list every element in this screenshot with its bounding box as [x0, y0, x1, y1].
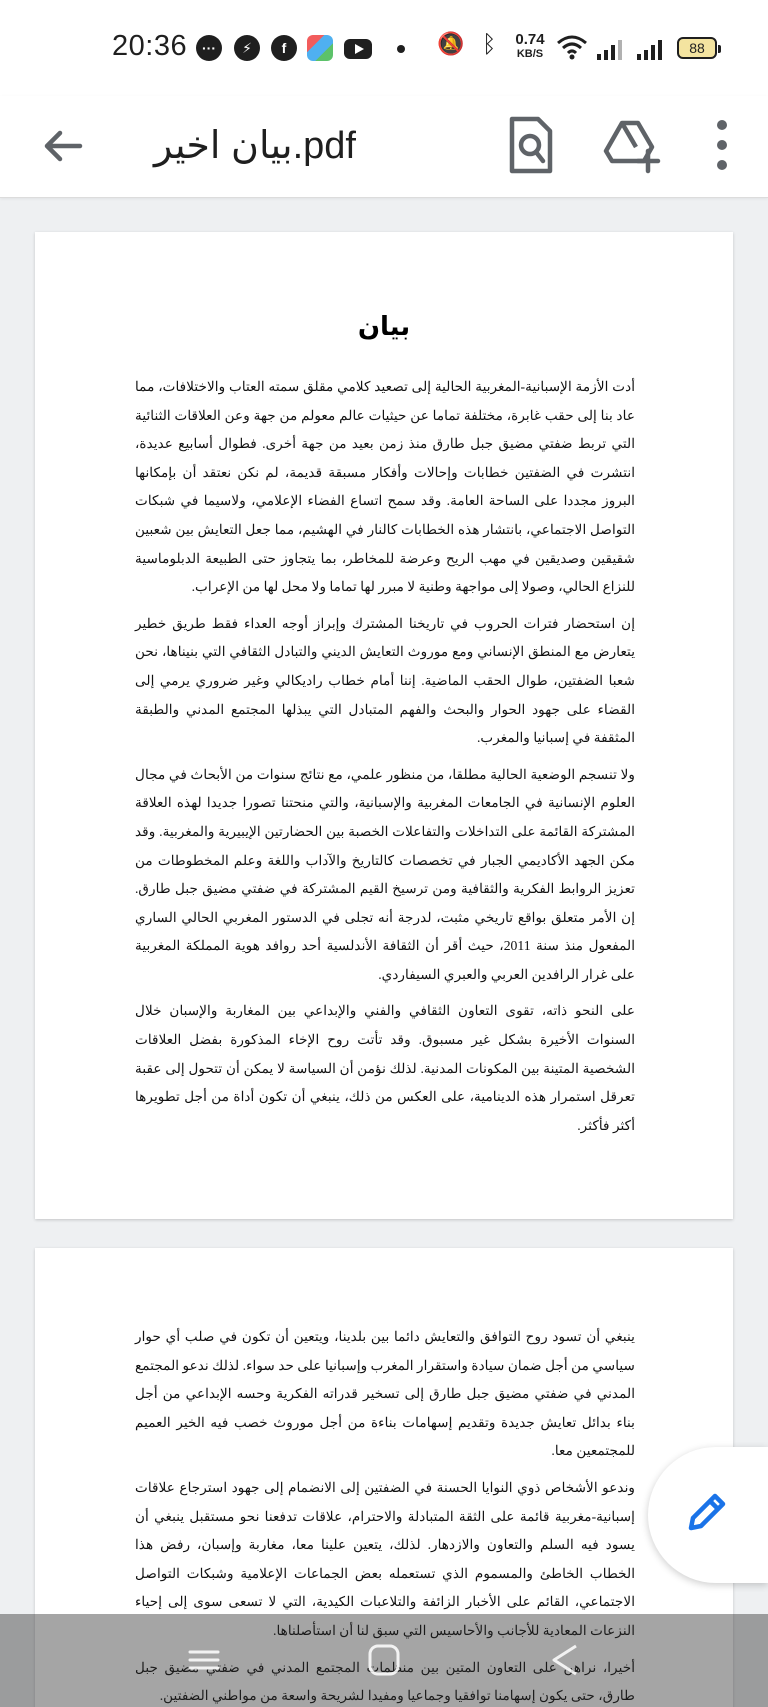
home-icon[interactable] — [366, 1642, 402, 1678]
app-bar — [0, 96, 768, 198]
facebook-icon: f — [271, 35, 297, 61]
add-to-drive-icon[interactable] — [602, 115, 662, 175]
drive-app-icon — [307, 35, 333, 61]
recents-icon[interactable] — [186, 1642, 222, 1678]
paragraph: أدت الأزمة الإسبانية-المغربية الحالية إلى تصعيد كلامي مقلق سمته العتاب والاختلافات، مما عاد بنا إلى حقب غابرة، مختلفة تماما عن حيثيات عالم معولم من جهة وعن العلاقات الثنائية التي تربط ضفتي مضيق جبل طارق منذ زمن بعيد من جهة أخرى. فطوال أسابيع عديدة، انتشرت في الضفتين خطابات وإحالات وأفكار مسبقة قديمة، لم نكن نعتقد أن بإمكانها البروز مجددا على الساحة العامة. وقد سمح اتساع الفضاء الإعلامي، ولاسيما في شبكات التواصل الاجتماعي، بانتشار هذه الخطابات كالنار في الهشيم، مما جعل التعايش بين شعبين شقيقين وصديقين في مهب الريح وعرضة للمخاطر، بما يتجاوز حتى الطبيعة الدبلوماسية للنزاع الحالي، وصولا إلى مواجهة وطنية لا مبرر لها تماما ولا محل لها من الإعراب. — [135, 379, 635, 595]
status-time: 20:36 — [112, 30, 188, 62]
page-1-body — [135, 373, 635, 1148]
back-icon[interactable] — [548, 1642, 584, 1678]
paragraph: أخيرا، نراهن على التعاون المتين بين منظمات المجتمع المدني في ضفتي مضيق جبل طارق، حتى يكون إسهامنا توافقيا وجماعيا ومفيدا لشريحة واسعة من مواطني الضفتين. — [135, 1659, 635, 1704]
paragraph: ينبغي أن تسود روح التوافق والتعايش دائما بين بلدينا، ويتعين أن تكون في صلب أي حوار سياسي من أجل ضمان سيادة واستقرار المغرب وإسبانيا على حد سواء. لذلك ندعو المجتمع المدني في ضفتي مضيق جبل طارق إلى تسخير قدراته الفكرية وحسه الإبداعي من أجل بناء بدائل تعايش جديدة وتقديم إسهامات بناءة من أجل موروث خصب فيه الخير العميم للمجتمعين معا. — [135, 1329, 635, 1459]
mute-vibrate-icon: 🔕 — [437, 31, 465, 56]
network-speed-value: 0.74 — [515, 31, 545, 48]
document-title: بيان اخير.pdf — [154, 125, 356, 167]
navigation-bar — [0, 1614, 768, 1707]
paragraph: ولا تنسجم الوضعية الحالية مطلقا، من منظور علمي، مع نتائج سنوات من الأبحاث في مجال العلوم الإنسانية في الجامعات المغربية والإسبانية، والتي منحتنا تصورا جديدا لهذه العلاقة المشتركة القائمة على التداخلات والتفاعلات الخصبة بين الحضارتين الإيبيرية والمغربية. وقد مكن الجهد الأكاديمي الجبار في تخصصات كالتاريخ والآداب واللغة وعلم المخطوطات من تعزيز الروابط الفكرية والثقافية ومن ترسيخ القيم المشتركة في ضفتي مضيق جبل طارق. إن الأمر متعلق بواقع تاريخي مثبت، لدرجة أنه تجلى في الدستور المغربي الحالي الساري المفعول منذ سنة 2011، حيث أقر أن الثقافة الأندلسية أحد روافد هوية المملكة المغربية على غرار الرافدين العربي والعبري السيفاردي. — [135, 766, 636, 982]
signal-icon — [597, 38, 622, 60]
bluetooth-icon: ᛒ — [482, 31, 497, 58]
status-bar — [0, 0, 768, 96]
battery-icon — [677, 37, 717, 59]
signal-icon — [637, 38, 662, 60]
wifi-icon — [556, 34, 588, 60]
more-vert-icon[interactable] — [696, 115, 748, 175]
paragraph: على النحو ذاته، تقوى التعاون الثقافي والفني والإبداعي بين المغاربة والإسبان خلال السنوات الأخيرة بشكل غير مسبوق. وقد تأتت روح الإخاء المذكورة بفضل العلاقات الشخصية المتينة بين المكونات المدنية. لذلك نؤمن أن السياسة لا يمكن أن تتحول إلى عقبة تعرقل استمرار هذه الدينامية، على العكس من ذلك، ينبغي أن تكون أداة من أجل تطويرها أكثر فأكثر. — [135, 1003, 635, 1133]
network-speed-unit: KB/S — [516, 48, 544, 60]
youtube-icon — [344, 39, 372, 59]
paragraph: وندعو الأشخاص ذوي النوايا الحسنة في الضفتين إلى الانضمام إلى جهود استرجاع علاقات إسبانية-مغربية قائمة على الثقة المتبادلة والاحترام، علاقات تدفعنا نحو مستقبل ينبغي أن يسود فيه السلم والتعاون والازدهار. لذلك، يتعين علينا معا، مغاربة وإسبان، رفض هذا الخطاب الخاطئ والمسموم الذي تستعمله بعض الجماعات الإعلامية وشبكات التواصل الاجتماعي، القائم على الأخبار الزائفة والتلاعبات الكيدية، التي لا تسعى سوى إلى إحياء النزعات المعادية للأجانب والأحاسيس التي سبق لنا أن استأصلناها. — [135, 1479, 635, 1638]
battery-level: 88 — [689, 40, 705, 56]
dot-icon — [397, 45, 405, 53]
network-speed — [512, 33, 548, 61]
search-document-icon[interactable] — [504, 115, 556, 175]
pdf-page-1 — [35, 232, 733, 1219]
document-heading: بيان — [357, 312, 411, 342]
back-arrow-icon[interactable] — [36, 119, 90, 173]
messenger-icon: ⚡ — [234, 35, 260, 61]
chat-icon: ··· — [196, 35, 222, 61]
paragraph: إن استحضار فترات الحروب في تاريخنا المشترك وإبراز أوجه العداء فقط طريق خطير يتعارض مع المنطق الإنساني ومع موروث التعايش الديني والتبادل الثقافي التي بنيناها، نحن شعبا الضفتين، طوال الحقب الماضية. إننا أمام خطاب راديكالي وغير ضروري يرمي إلى القضاء على جهود الحوار والبحث والفهم المتبادل التي يبذلها المجتمع المدني والطبقة المثقفة في إسبانيا والمغرب. — [135, 615, 635, 746]
edit-pencil-icon — [685, 1490, 729, 1534]
